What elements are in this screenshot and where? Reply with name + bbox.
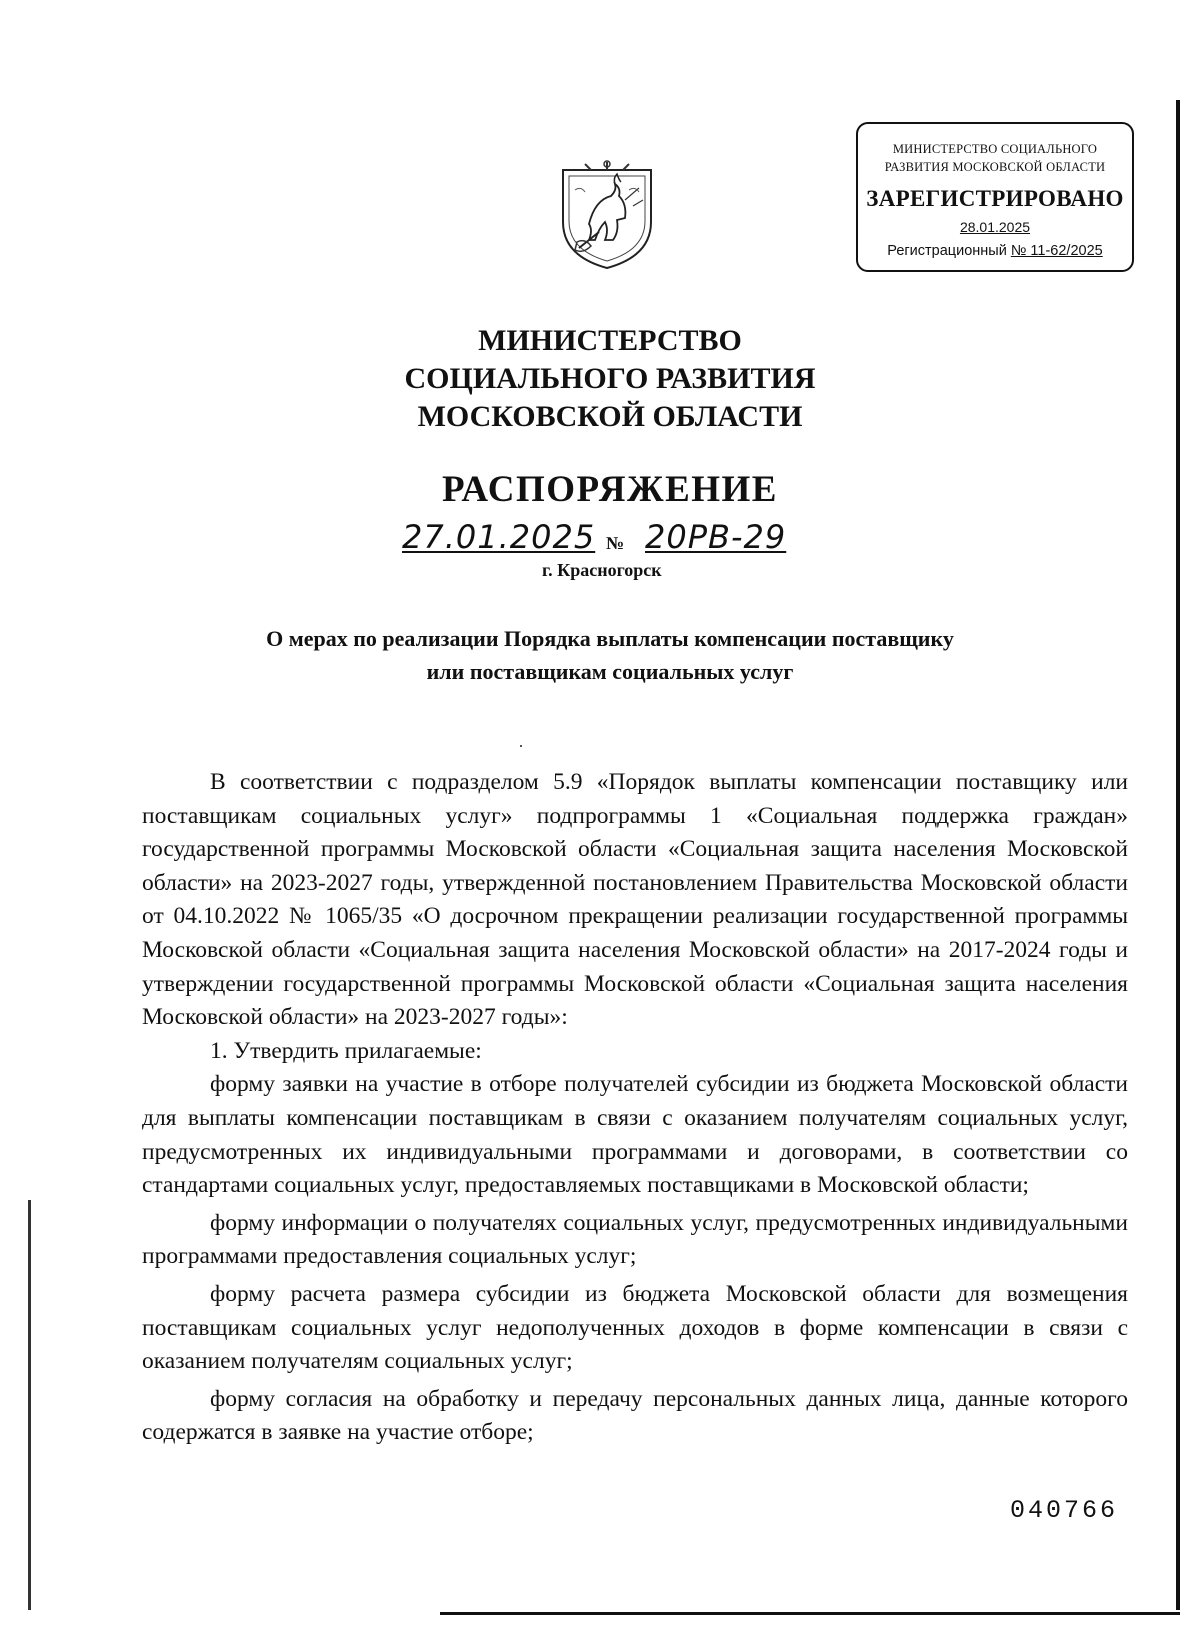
scan-border-bottom — [440, 1612, 1180, 1615]
stamp-date: 28.01.2025 — [959, 219, 1031, 235]
coat-of-arms-emblem-icon — [555, 160, 659, 272]
scan-speck — [520, 745, 522, 747]
body-paragraph: 1. Утвердить прилагаемые: — [210, 1037, 482, 1064]
stamp-registration-number — [858, 243, 1132, 259]
scan-border-left — [28, 1200, 31, 1610]
stamp-status: ЗАРЕГИСТРИРОВАНО — [866, 186, 1124, 211]
city-name: г. Красногорск — [542, 560, 662, 580]
document-type: РАСПОРЯЖЕНИЕ — [441, 469, 778, 510]
registration-stamp — [856, 122, 1134, 272]
scan-border-right — [1176, 100, 1180, 1610]
number-sign: № — [606, 533, 625, 553]
body-paragraph: форму согласия на обработку и передачу персональных данных лица, данные которого содержатся в заявке на участие отборе; — [142, 1385, 1128, 1446]
body-paragraph: форму заявки на участие в отборе получателей субсидии из бюджета Московской области для выплаты компенсации поставщикам в связи с оказанием получателям социальных услуг, предусмотренных их индивидуальными программами и договорами, в соответствии со стандартами социальных услуг, предоставляемых поставщиками в Московской области; — [142, 1071, 1128, 1199]
body-paragraph: В соответствии с подразделом 5.9 «Порядок выплаты компенсации поставщику или поставщикам социальных услуг» подпрограммы 1 «Социальная поддержка граждан» государственной программы Московской области «Социальная защита населения Московской области» на 2023-2027 годы, утвержденной постановлением Правительства Московской области от 04.10.2022 № 1065/35 «О досрочном прекращении реализации государственной программы Московской области «Социальная защита населения Московской области» на 2017-2024 годы и утверждении государственной программы Московской области «Социальная защита населения Московской области» на 2023-2027 годы»: — [142, 769, 1128, 1031]
document-body — [142, 766, 1128, 1450]
ministry-title-line-2: СОЦИАЛЬНОГО РАЗВИТИЯ — [404, 362, 816, 395]
stamp-reg-label: Регистрационный — [887, 243, 1007, 259]
document-subject — [160, 622, 1060, 688]
stamp-ministry-line-1: МИНИСТЕРСТВО СОЦИАЛЬНОГО — [892, 142, 1098, 156]
body-paragraph: форму расчета размера субсидии из бюджета Московской области для возмещения поставщикам социальных услуг недополученных доходов в форме компенсации в связи с оказанием получателям социальных услуг; — [142, 1280, 1128, 1375]
stamp-reg-number: № 11-62/2025 — [1010, 243, 1103, 259]
ministry-title-line-3: МОСКОВСКОЙ ОБЛАСТИ — [417, 400, 803, 433]
ministry-title — [300, 322, 920, 436]
body-paragraph: форму информации о получателях социальных услуг, предусмотренных индивидуальными программами предоставления социальных услуг; — [142, 1209, 1128, 1270]
subject-line-1: О мерах по реализации Порядка выплаты компенсации поставщику — [266, 626, 954, 651]
subject-line-2: или поставщикам социальных услуг — [426, 659, 794, 684]
stamp-ministry-line-2: РАЗВИТИЯ МОСКОВСКОЙ ОБЛАСТИ — [884, 160, 1106, 174]
form-serial-number: 040766 — [1010, 1496, 1119, 1525]
ministry-title-line-1: МИНИСТЕРСТВО — [478, 324, 742, 357]
stamp-ministry-name — [858, 140, 1132, 176]
handwritten-date: 27.01.2025 — [402, 518, 596, 556]
handwritten-document-number: 20РВ-29 — [645, 518, 787, 556]
